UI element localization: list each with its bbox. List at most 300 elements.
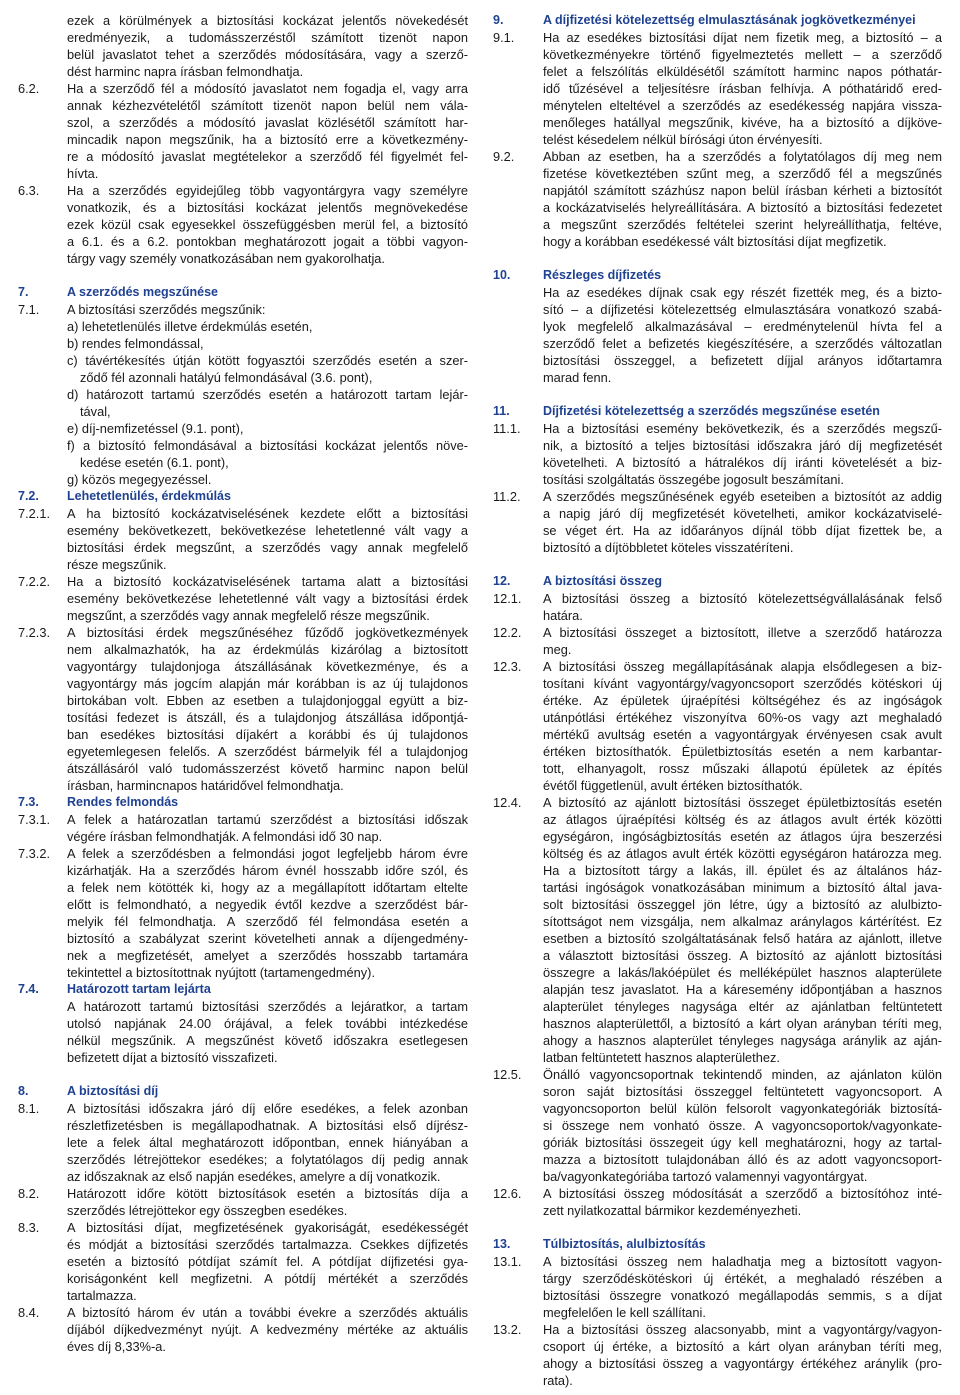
paragraph-text: írásban, harmincnapos határidővel felmondhatja.: [67, 778, 344, 793]
paragraph-line: [493, 1338, 942, 1355]
paragraph-text: ba/vagyonkategóriába tartozó valamennyi vagyontárgyat.: [543, 1169, 868, 1184]
clause-number: [18, 1338, 67, 1355]
clause-number: [493, 862, 543, 879]
paragraph-line: [18, 216, 468, 233]
paragraph-line: [18, 930, 468, 947]
paragraph-text: Ha az esedékes biztosítási díjat nem fizetik meg, a biztosító – a: [543, 30, 942, 45]
paragraph-text: góriák biztosítási összegeit úgy kell meghatározni, hogy az tartal-: [543, 1135, 942, 1150]
paragraph-text: vonatkozik, és a biztosítási kockázat jelentős megnövekedése: [67, 200, 468, 215]
section-heading: [493, 12, 942, 29]
clause-number: 9.1.: [493, 30, 515, 45]
paragraph-text: Ha a biztosítási összeg alacsonyabb, mint a vagyontárgy/vagyon-: [543, 1322, 942, 1337]
paragraph-line: [18, 998, 468, 1015]
paragraph-line: [18, 1032, 468, 1049]
paragraph-text: rata).: [543, 1373, 573, 1388]
subsection-title: Rendes felmondás: [67, 795, 179, 809]
paragraph-line: [493, 165, 942, 182]
clause-number: [18, 386, 67, 403]
paragraph-text: tekintettel a biztosítottnak nyújtott (tartamengedmény).: [67, 965, 375, 980]
paragraph-text: A biztosítási érdek megszűnéséhez fűződő jogkövetkezmények: [67, 625, 468, 640]
clause-number: [493, 454, 543, 471]
paragraph-line: [493, 318, 942, 335]
clause-number: 7.2.1.: [18, 506, 51, 521]
paragraph-line: [493, 607, 942, 624]
subsection-heading: [18, 981, 468, 998]
paragraph-text: meg.: [543, 642, 572, 657]
clause-number: [493, 845, 543, 862]
paragraph-line: [18, 165, 468, 182]
clause-number: [18, 369, 67, 386]
clause-number: 12.3.: [493, 659, 522, 674]
paragraph-text: belül javaslatot tehet a szerződés módosítására, vagy a szerző-: [67, 47, 468, 62]
paragraph-line: [18, 709, 468, 726]
paragraph-text: latban feltüntetett hasznos alapterülethez.: [543, 1050, 780, 1065]
clause-number: [18, 114, 67, 131]
paragraph-line: [493, 1270, 942, 1287]
clause-number: [493, 1117, 543, 1134]
paragraph-line: [493, 1287, 942, 1304]
clause-number: [493, 522, 543, 539]
clause-number: 13.2.: [493, 1322, 522, 1337]
clause-number: [493, 284, 543, 301]
paragraph-line: [493, 182, 942, 199]
clause-number: [493, 199, 543, 216]
paragraph-line: [493, 199, 942, 216]
clause-number: [493, 913, 543, 930]
paragraph-line: [493, 46, 942, 63]
paragraph-line: [493, 1015, 942, 1032]
clause-number: [18, 641, 67, 658]
paragraph-text: nek a megfizetését, amelyet a szerződés hosszabb tartamára: [67, 948, 468, 963]
paragraph-line: [18, 1185, 468, 1202]
paragraph-line: [493, 1202, 942, 1219]
paragraph-line: [493, 216, 942, 233]
section-title: Díjfizetési kötelezettség a szerződés megszűnése esetén: [543, 404, 880, 418]
clause-number: [18, 165, 67, 182]
paragraph-text: biztosítási összeggel, a befizetett díjjal arányos időtartamra: [543, 353, 942, 368]
paragraph-text: tartási ingóságok vonatkozásában minimum a biztosító által java-: [543, 880, 942, 895]
paragraph-line: [18, 692, 468, 709]
paragraph-text: ban esedékes biztosítási díjakért a korábbi és új tulajdonos: [67, 727, 468, 742]
clause-number: [18, 1270, 67, 1287]
paragraph-text: koriságonként kell megfizetni. A pótdíj mértékét a szerződés: [67, 1271, 468, 1286]
paragraph-text: ezek a körülmények a biztosítási kockázat jelentős növekedését: [67, 13, 468, 28]
paragraph-text: a megszűnt szerződés feltételei szerint helyreállíthatja, feltéve,: [543, 217, 942, 232]
clause-number: [493, 1338, 543, 1355]
clause-number: [18, 539, 67, 556]
paragraph-line: [18, 658, 468, 675]
section-10: [493, 267, 942, 386]
paragraph-line: [18, 624, 468, 641]
paragraph-line: [18, 148, 468, 165]
paragraph-line: [18, 539, 468, 556]
clause-number: [493, 335, 543, 352]
paragraph-line: [493, 828, 942, 845]
clause-number: [493, 1032, 543, 1049]
paragraph-line: [493, 590, 942, 607]
clause-number: [493, 437, 543, 454]
paragraph-text: végére írásban felmondhatják. A felmondási idő 30 nap.: [67, 829, 383, 844]
clause-number: [18, 777, 67, 794]
paragraph-text: Ha a biztosítási esemény bekövetkezik, és a szerződés megszű-: [543, 421, 942, 436]
paragraph-text: következményekre történő figyelmeztetés mellett – a szerződő: [543, 47, 942, 62]
paragraph-line: [18, 131, 468, 148]
paragraph-line: [493, 131, 942, 148]
clause-number: [493, 114, 543, 131]
paragraph-line: [493, 1185, 942, 1202]
paragraph-text: részletfizetésben is megállapodhatnak. A biztosítási első díjrész-: [67, 1118, 468, 1133]
paragraph-text: felet a felszólítás elküldésétől számított harminc napos póthatár-: [543, 64, 942, 79]
list-item-line: [18, 420, 468, 437]
paragraph-line: [493, 80, 942, 97]
clause-number: [18, 318, 67, 335]
list-item-line: [18, 403, 468, 420]
clause-number: [18, 964, 67, 981]
paragraph-text: sító – a díjfizetési kötelezettség elmulasztására vonatkozó szabá-: [543, 302, 942, 317]
paragraph-text: utolsó napjának 24.00 órájával, a felek további intézkedése: [67, 1016, 468, 1031]
paragraph-text: előtt is felmondható, a negyedik évtől kezdve a szerződést bár-: [67, 897, 468, 912]
clause-number: [18, 97, 67, 114]
paragraph-text: A ha biztosító kockázatviselésének kezdete előtt a biztosítási: [67, 506, 468, 521]
paragraph-line: [493, 454, 942, 471]
paragraph-line: [18, 1015, 468, 1032]
paragraph-text: kizárhatják. Ha a szerződés három évnél hosszabb időre szól, és: [67, 863, 468, 878]
paragraph-line: [18, 879, 468, 896]
paragraph-line: [18, 845, 468, 862]
paragraph-text: tosítani kívánt vagyontárgy/vagyoncsoport szerződés kötéskori új: [543, 676, 942, 691]
subsection-heading: [18, 794, 468, 811]
paragraph-text: Abban az esetben, ha a szerződés a folytatólagos díj meg nem: [543, 149, 942, 164]
paragraph-text: megszűnt, a szerződés vagy annak megfelelő része megszűnik.: [67, 608, 430, 623]
paragraph-text: szol, a szerződés a módosító javaslat közlésétől számított har-: [67, 115, 468, 130]
paragraph-text: A határozott tartamú biztosítási szerződés a lejáratkor, a tartam: [67, 999, 468, 1014]
paragraph-text: tárgy szerződéskötéskori új értékét, a meghaladó részében a: [543, 1271, 942, 1286]
paragraph-text: Ha a szerződés egyidejűleg több vagyontárgyra vagy személyre: [67, 183, 468, 198]
clause-number: [18, 760, 67, 777]
clause-number: [18, 335, 67, 352]
paragraph-text: lyok megfelelő alkalmazásával – eredménytelenül hívta fel a: [543, 319, 942, 334]
paragraph-line: [493, 1066, 942, 1083]
paragraph-text: Határozott időre kötött biztosítások esetén a biztosítás díja a: [67, 1186, 468, 1201]
paragraph-text: esetben a biztosító szolgáltatásának felső határa az ajánlott, illetve: [543, 931, 942, 946]
clause-number: [493, 1168, 543, 1185]
list-item-line: [18, 335, 468, 352]
clause-number: [18, 1253, 67, 1270]
clause-number: [18, 437, 67, 454]
paragraph-line: [493, 420, 942, 437]
paragraph-line: [18, 811, 468, 828]
clause-number: [18, 12, 67, 29]
paragraph-text: telést késedelem nélkül bírósági úton érvényesíti.: [543, 132, 823, 147]
paragraph-line: [493, 505, 942, 522]
paragraph-text: A biztosítási szerződés megszűnik:: [67, 302, 266, 317]
list-item-text: ződő fél azonnali hatályú felmondásával (3.6. pont),: [80, 370, 373, 385]
paragraph-line: [18, 896, 468, 913]
clause-number: [18, 250, 67, 267]
paragraph-text: melyik fél felmondhatja. A szerződő fél felmondása esetén a: [67, 914, 468, 929]
paragraph-line: [18, 913, 468, 930]
paragraph-line: [493, 437, 942, 454]
list-item-text: c) távértékesítés útján kötött fogyasztói szerződés esetén a szer-: [67, 353, 468, 368]
paragraph-line: [493, 1168, 942, 1185]
clause-number: [493, 641, 543, 658]
clause-number: [493, 1304, 543, 1321]
clause-number: [493, 1134, 543, 1151]
clause-number: 12.2.: [493, 625, 522, 640]
paragraph-text: birtokában volt. Ebben az esetben a tulajdonjoggal együtt a biz-: [67, 693, 468, 708]
paragraph-text: követelheti. A biztosító a hátralékos díj iránti követelését a biz-: [543, 455, 942, 470]
paragraph-line: [493, 1321, 942, 1338]
paragraph-text: idő tűzésével a teljesítésre írásban felhívja. A póthatáridő ered-: [543, 81, 942, 96]
paragraph-line: [493, 284, 942, 301]
clause-number: [18, 913, 67, 930]
paragraph-line: [493, 1253, 942, 1270]
paragraph-line: [18, 1117, 468, 1134]
paragraph-text: esetén a biztosító pótdíjat számít fel. A pótdíjat díjfizetési gya-: [67, 1254, 468, 1269]
clause-number: [18, 352, 67, 369]
clause-number: [18, 896, 67, 913]
clause-number: [18, 1134, 67, 1151]
paragraph-text: összegre a lakás/lakóépület és melléképület hasznos alapterülete: [543, 965, 942, 980]
paragraph-line: [18, 114, 468, 131]
paragraph-line: [493, 947, 942, 964]
left-column: [18, 12, 468, 1355]
paragraph-line: [18, 1168, 468, 1185]
paragraph-text: a 6.1. és a 6.2. pontokban meghatározott jogait a többi vagyon-: [67, 234, 468, 249]
list-item-line: [18, 471, 468, 488]
paragraph-line: [18, 1270, 468, 1287]
paragraph-line: [18, 590, 468, 607]
paragraph-line: [18, 760, 468, 777]
clause-number: [493, 318, 543, 335]
clause-number: [493, 675, 543, 692]
section-title: A szerződés megszűnése: [67, 285, 218, 299]
clause-number: [18, 403, 67, 420]
paragraph-text: hasznos alapterülettől, a biztosító a kárt olyan arányban téríti meg,: [543, 1016, 942, 1031]
paragraph-line: [493, 233, 942, 250]
paragraph-text: A biztosítási díjat, megfizetésének gyakoriságát, esedékességét: [67, 1220, 468, 1235]
clause-number: 12.1.: [493, 591, 522, 606]
paragraph-line: [18, 97, 468, 114]
clause-number: [18, 726, 67, 743]
paragraph-line: [493, 862, 942, 879]
paragraph-text: szerződés létrejöttekor egy összegben esedékes.: [67, 1203, 348, 1218]
paragraph-text: szerződés létrejöttekor esedékes; a folytatólagos díj pedig annak: [67, 1152, 468, 1167]
paragraph-line: [493, 692, 942, 709]
paragraph-text: befizetett díjat a biztosító visszafizeti.: [67, 1050, 278, 1065]
clause-number: [493, 471, 543, 488]
clause-number: [493, 505, 543, 522]
paragraph-text: tartalmazza.: [67, 1288, 137, 1303]
paragraph-line: [493, 743, 942, 760]
paragraph-text: nem alkalmazhatók, ha az érdekmúlás kizárólag a biztosított: [67, 642, 468, 657]
clause-number: [493, 743, 543, 760]
section-11: [493, 403, 942, 556]
paragraph-line: [18, 1304, 468, 1321]
paragraph-text: egységáron, ingóságbiztosítás esetén az átlagos újra beszerzési: [543, 829, 942, 844]
paragraph-text: Ha a szerződő fél a módosító javaslatot nem fogadja el, vagy arra: [67, 81, 468, 96]
paragraph-text: A felek a szerződésben a felmondási jogot legfeljebb három évre: [67, 846, 468, 861]
clause-number: [493, 760, 543, 777]
paragraph-text: költség és az átlagos avult érték közötti egységáron határozza meg.: [543, 846, 942, 861]
clause-number: [493, 726, 543, 743]
paragraph-line: [18, 1287, 468, 1304]
clause-number: [18, 556, 67, 573]
list-item-line: [18, 352, 468, 369]
paragraph-text: A biztosító három év után a további évekre a szerződés aktuális: [67, 1305, 468, 1320]
paragraph-text: hívta.: [67, 166, 99, 181]
clause-number: 7.2.3.: [18, 625, 51, 640]
paragraph-text: tosítási szolgáltatás összegébe jogosult beszámítani.: [543, 472, 844, 487]
section-title: Túlbiztosítás, alulbiztosítás: [543, 1237, 706, 1251]
paragraph-text: si összege nem vonható össze. A vagyoncsoportok/vagyonkate-: [543, 1118, 942, 1133]
paragraph-line: [18, 573, 468, 590]
paragraph-text: A szerződés megszűnésének egyéb eseteiben a biztosítót az addig: [543, 489, 942, 504]
paragraph-line: [18, 947, 468, 964]
right-column: [493, 12, 942, 1389]
clause-number: [493, 63, 543, 80]
paragraph-line: [493, 29, 942, 46]
paragraph-line: [493, 1151, 942, 1168]
clause-number: 7.2.2.: [18, 574, 51, 589]
paragraph-text: Ha az esedékes díjnak csak egy részét fizették meg, és a bizto-: [543, 285, 942, 300]
paragraph-text: része megszűnik.: [67, 557, 167, 572]
paragraph-line: [18, 641, 468, 658]
subsection-number: 7.4.: [18, 982, 39, 996]
paragraph-text: alapján tesz javaslatot. Ha a káresemény időpontjában a hasznos: [543, 982, 942, 997]
clause-number: [493, 1202, 543, 1219]
paragraph-line: [493, 352, 942, 369]
paragraph-line: [493, 1100, 942, 1117]
paragraph-text: tosítási fedezet is átszáll, és a tulajdonjog átszállása időpontjá-: [67, 710, 468, 725]
paragraph-line: [18, 12, 468, 29]
clause-number: [18, 879, 67, 896]
paragraph-line: [18, 726, 468, 743]
clause-number: [18, 454, 67, 471]
paragraph-text: A biztosító az ajánlott biztosítási összeget épületbiztosítás esetén: [543, 795, 942, 810]
clause-number: 8.1.: [18, 1101, 40, 1116]
paragraph-text: eredményezik, a tudomásszerzéstől számított tizenöt napon: [67, 30, 468, 45]
clause-number: [18, 590, 67, 607]
paragraph-line: [493, 335, 942, 352]
clause-number: [493, 964, 543, 981]
paragraph-line: [18, 675, 468, 692]
clause-number: [493, 80, 543, 97]
paragraph-line: [18, 964, 468, 981]
clause-number: [18, 216, 67, 233]
paragraph-line: [493, 1134, 942, 1151]
paragraph-text: egyetemlegesen felelős. A szerződést bármelyik fél a tulajdonjog: [67, 744, 468, 759]
paragraph-line: [18, 301, 468, 318]
list-item-text: e) díj-nemfizetéssel (9.1. pont),: [67, 421, 244, 436]
clause-number: [18, 1168, 67, 1185]
paragraph-line: [493, 794, 942, 811]
section-number: 10.: [493, 268, 511, 282]
clause-number: [18, 607, 67, 624]
paragraph-line: [18, 199, 468, 216]
section-heading: [493, 403, 942, 420]
clause-number: [18, 930, 67, 947]
clause-number: [18, 1032, 67, 1049]
clause-number: [18, 29, 67, 46]
clause-number: [18, 420, 67, 437]
paragraph-text: tárgy vagy személy vonatkozásában nem gyakorolhatja.: [67, 251, 385, 266]
paragraph-text: A biztosítási összeg a biztosító kötelezettségvállalásának felső: [543, 591, 942, 606]
paragraph-text: A biztosítási időszakra járó díj előre esedékes, a felek azonban: [67, 1101, 468, 1116]
subsection-number: 7.2.: [18, 489, 39, 503]
clause-number: [493, 182, 543, 199]
paragraph-text: ménytelen elteltével a szerződés az esedékesség napjára vissza-: [543, 98, 942, 113]
paragraph-line: [18, 862, 468, 879]
clause-number: [18, 233, 67, 250]
paragraph-text: és módját a biztosítási szerződés tartalmazza. Csekkes díjfizetés: [67, 1237, 468, 1252]
clause-number: [18, 63, 67, 80]
paragraph-text: zett nyilatkozattal bármikor kezdeményezheti.: [543, 1203, 802, 1218]
paragraph-line: [18, 828, 468, 845]
paragraph-line: [18, 63, 468, 80]
paragraph-text: a választott biztosítási összeg. A biztosító az ajánlott biztosítási: [543, 948, 942, 963]
section-9: [493, 12, 942, 250]
paragraph-line: [493, 777, 942, 794]
paragraph-line: [493, 1083, 942, 1100]
clause-number: 7.3.1.: [18, 812, 51, 827]
paragraph-line: [493, 1372, 942, 1389]
paragraph-text: marad fenn.: [543, 370, 612, 385]
section-12: [493, 573, 942, 1219]
paragraph-line: [493, 726, 942, 743]
list-item-line: [18, 454, 468, 471]
paragraph-text: ahogy a hasznos alapterület tényleges nagysága aránylik az aján-: [543, 1033, 942, 1048]
clause-number: [493, 930, 543, 947]
clause-number: [493, 301, 543, 318]
paragraph-text: esemény bekövetkezett, bekövetkezése lehetetlenné vált vagy a: [67, 523, 468, 538]
list-item-text: g) közös megegyezéssel.: [67, 472, 212, 487]
clause-number: [493, 1355, 543, 1372]
paragraph-line: [493, 471, 942, 488]
section-number: 9.: [493, 13, 504, 27]
paragraph-line: [18, 1338, 468, 1355]
paragraph-text: mértékű avultság esetén a vagyontárgyak érvényesen csak avult: [543, 727, 942, 742]
list-item-text: d) határozott tartamú szerződés esetén a határozott tartam lejár-: [67, 387, 468, 402]
paragraph-line: [18, 29, 468, 46]
paragraph-text: fizetése következtében szűnt meg, a szerződő fél a megszűnés: [543, 166, 942, 181]
clause-number: [18, 658, 67, 675]
paragraph-line: [493, 709, 942, 726]
paragraph-line: [493, 488, 942, 505]
paragraph-text: esemény bekövetkezése lehetetlenné vált vagy a biztosítási érdek: [67, 591, 468, 606]
paragraph-text: az átlagos újraépítési költség és az átlagos avult érték közötti: [543, 812, 942, 827]
paragraph-text: átszállásáról való tudomásszerzést követő harminc napon belül: [67, 761, 468, 776]
paragraph-line: [18, 1100, 468, 1117]
paragraph-text: vagyoncsoporton belül külön felsorolt vagyonkategóriák biztosítá-: [543, 1101, 942, 1116]
paragraph-text: A biztosítási összeg megállapításának alapja elsődlegesen a biz-: [543, 659, 942, 674]
clause-number: [493, 1151, 543, 1168]
clause-number: [18, 862, 67, 879]
clause-number: [493, 46, 543, 63]
subsection-title: Határozott tartam lejárta: [67, 982, 211, 996]
list-item-text: a) lehetetlenülés illetve érdekmúlás esetén,: [67, 319, 313, 334]
section-number: 11.: [493, 404, 510, 418]
paragraph-text: alapterület tényleges nagysága eltér az ajánlatban feltüntetett: [543, 999, 942, 1014]
paragraph-line: [493, 301, 942, 318]
paragraph-text: soron saját biztosítási összeggel feltüntetett vagyoncsoport. A: [543, 1084, 942, 1099]
section-heading: [493, 573, 942, 590]
clause-number: 8.3.: [18, 1220, 40, 1235]
paragraph-text: Ha a biztosító kockázatviselésének tartama alatt a biztosítási: [67, 574, 468, 589]
paragraph-text: napjától számított százhúsz napon belül írásban kérheti a biztosítót: [543, 183, 942, 198]
paragraph-line: [18, 1321, 468, 1338]
paragraph-line: [18, 250, 468, 267]
